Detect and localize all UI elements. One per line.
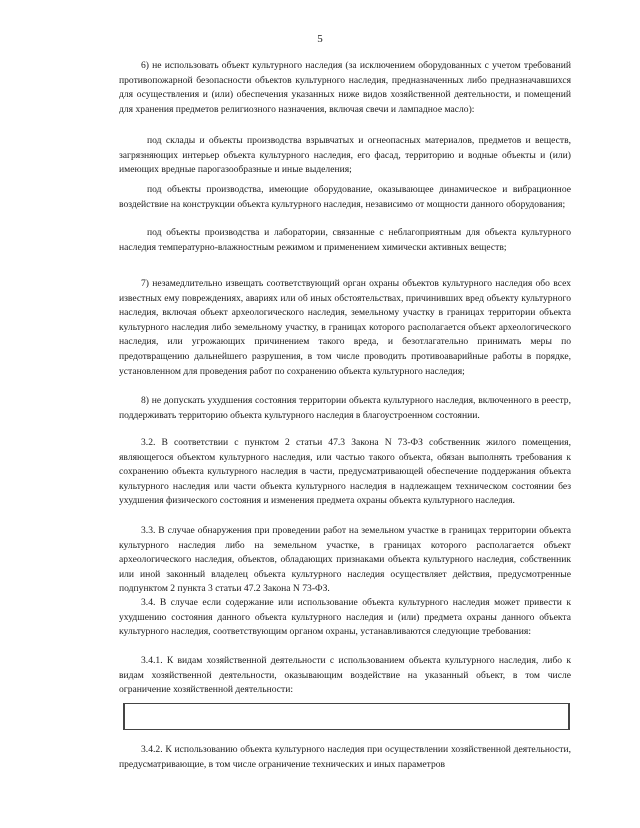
empty-table-cell xyxy=(123,703,570,730)
paragraph-item-8: 8) не допускать ухудшения состояния территории объекта культурного наследия, включенного в реестр, поддерживать территорию объекта культурного наследия в благоустроенном состоянии. xyxy=(119,395,571,421)
paragraph-3-4-1: 3.4.1. К видам хозяйственной деятельности с использованием объекта культурного наследия, либо к видам хозяйственной деятельности, оказывающим воздействие на указанный объект, в том числе ограничение хозяйственной деятельности: xyxy=(119,655,571,696)
paragraph-vibration-equipment: под объекты производства, имеющие оборудование, оказывающее динамическое и вибрационное воздействие на конструкции объекта культурного наследия, независимо от мощности данного оборудования; xyxy=(119,184,571,210)
paragraph-3-2: 3.2. В соответствии с пунктом 2 статьи 47.3 Закона N 73-ФЗ собственник жилого помещения, являющегося объектом культурного наследия, или частью такого объекта, обязан выполнять требования к сохранению объекта культурного наследия в части, предусматривающей обеспечение поддержания объекта культурного наследия или части объекта культурного наследия в надлежащем техническом состоянии без ухудшения физического состояния и изменения предмета охраны объекта культурного наследия. xyxy=(119,437,571,507)
paragraph-3-4: 3.4. В случае если содержание или использование объекта культурного наследия может привести к ухудшению состояния данного объекта культурного наследия и (или) предмета охраны данного объекта культурного наследия, соответствующим органом охраны, устанавливаются следующие требования: xyxy=(119,597,571,638)
paragraph-item-6: 6) не использовать объект культурного наследия (за исключением оборудованных с учетом требований противопожарной безопасности объектов культурного наследия, предназначенных либо предназначавшихся для осуществления и (или) обеспечения указанных ниже видов хозяйственной деятельности, и помещений для хранения предметов религиозного назначения, включая свечи и лампадное масло): xyxy=(119,60,571,115)
paragraph-item-7: 7) незамедлительно извещать соответствующий орган охраны объектов культурного наследия обо всех известных ему повреждениях, авариях или об иных обстоятельствах, причинивших вред объекту культурного наследия, включая объект археологического наследия, земельному участку в границах территории объекта культурного наследия либо земельному участку, в границах которого располагается объект археологического наследия, или угрожающих причинением такого вреда, и безотлагательно принимать меры по предотвращению дальнейшего разрушения, в том числе проводить противоаварийные работы в порядке, установленном для проведения работ по сохранению объекта культурного наследия; xyxy=(119,278,571,377)
paragraph-3-4-2: 3.4.2. К использованию объекта культурного наследия при осуществлении хозяйственной деятельности, предусматривающие, в том числе ограничение технических и иных параметров xyxy=(119,744,571,770)
page-number: 5 xyxy=(317,33,323,45)
paragraph-storage-explosives: под склады и объекты производства взрывчатых и огнеопасных материалов, предметов и веществ, загрязняющих интерьер объекта культурного наследия, его фасад, территорию и водные объекты и (или) имеющих вредные парогазообразные и иные выделения; xyxy=(119,135,571,176)
paragraph-laboratories: под объекты производства и лаборатории, связанные с неблагоприятным для объекта культурного наследия температурно-влажностным режимом и применением химически активных веществ; xyxy=(119,227,571,253)
paragraph-3-3: 3.3. В случае обнаружения при проведении работ на земельном участке в границах территории объекта культурного наследия либо на земельном участке, в границах которого располагается объект археологического наследия, объектов, обладающих признаками объекта культурного наследия, собственник или иной законный владелец объекта культурного наследия осуществляет действия, предусмотренные подпунктом 2 пункта 3 статьи 47.2 Закона N 73-ФЗ. xyxy=(119,525,571,595)
